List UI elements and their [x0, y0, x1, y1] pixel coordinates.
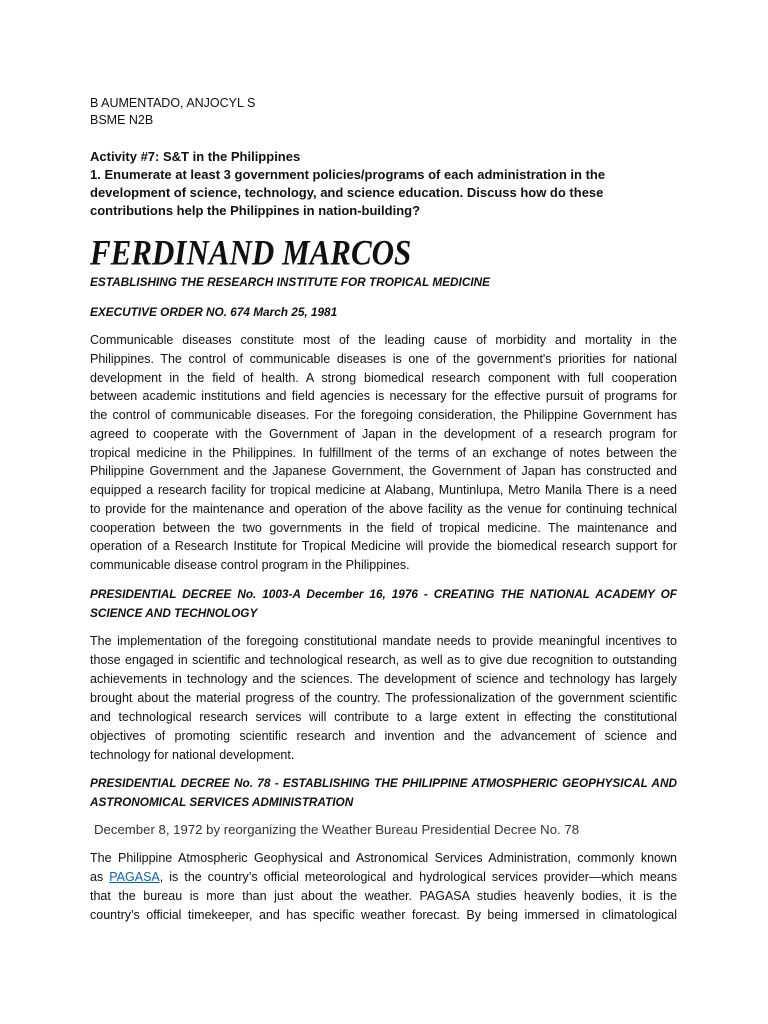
body-line: country’s official timekeeper, and has specific weather forecast. By being immersed in climatological	[90, 907, 677, 922]
body-line: Communicable diseases constitute most of the leading cause of morbidity and mortality in the	[90, 333, 677, 347]
administration-heading: FERDINAND MARCOS	[90, 232, 412, 273]
policy-title	[90, 585, 677, 623]
policy-title	[90, 273, 677, 292]
body-line: and technological research services will contribute to a large extent in effecting the constitutional	[90, 709, 677, 724]
policy-title	[90, 774, 677, 812]
policy-title-line: ESTABLISHING THE RESEARCH INSTITUTE FOR TROPICAL MEDICINE	[90, 275, 491, 289]
body-line: agreed to cooperate with the Government of Japan in the development of a research program for	[90, 426, 677, 441]
policy-title-line: ASTRONOMICAL SERVICES ADMINISTRATION	[90, 794, 354, 809]
student-name: B AUMENTADO, ANJOCYL S	[90, 96, 256, 110]
body-line: equipped a research facility for tropical medicine at Alabang, Muntinlupa, Metro Manila There is a need	[90, 483, 677, 497]
policy-reference: EXECUTIVE ORDER NO. 674 March 25, 1981	[90, 305, 338, 319]
activity-title: Activity #7: S&T in the Philippines	[90, 149, 301, 164]
student-section: BSME N2B	[90, 113, 154, 127]
body-line: Philippine Government and the Japanese Government, the Government of Japan has constructed and	[90, 464, 677, 479]
body-line: those engaged in scientific and technological research, as well as to give due recognition to outstanding	[90, 652, 677, 667]
policy-description	[90, 331, 677, 575]
body-line: tropical medicine in the Philippines. In fulfillment of the terms of an exchange of notes between the	[90, 445, 677, 460]
policy-title-line: PRESIDENTIAL DECREE No. 1003-A December 16, 1976 - CREATING THE NATIONAL ACADEMY OF	[90, 587, 677, 601]
body-line: The implementation of the foregoing constitutional mandate needs to provide meaningful incentives to	[90, 633, 677, 648]
body-line: to provide for the maintenance and operation of the above facility as the venue for continuing technical	[90, 501, 677, 516]
student-info	[90, 95, 677, 129]
activity-prompt	[90, 148, 677, 220]
body-line: that the bureau is more than just about the weather. PAGASA studies heavenly bodies, it is the	[90, 888, 677, 903]
pagasa-link[interactable]: PAGASA	[109, 869, 160, 884]
policy-title-line: SCIENCE AND TECHNOLOGY	[90, 606, 258, 620]
body-line: between academic institutions and field agencies is necessary for the effective pursuit of programs for	[90, 389, 677, 404]
policy-title-line: PRESIDENTIAL DECREE No. 78 - ESTABLISHING THE PHILIPPINE ATMOSPHERIC GEOPHYSICAL AND	[90, 775, 677, 790]
body-text: as	[90, 869, 110, 884]
policy-description	[90, 632, 677, 765]
body-line: brought about the material progress of the country. The professionalization of the government scientific	[90, 690, 677, 705]
body-line: cooperation between the two governments in the field of tropical medicine. The maintenance and	[90, 520, 677, 535]
body-line: communicable disease control program in the Philippines.	[90, 558, 410, 572]
body-line: Philippines. The control of communicable diseases is one of the government's priorities for national	[90, 351, 677, 366]
body-line: objectives of promoting scientific research and invention and the advancement of science and	[90, 728, 677, 743]
policy-date-note: December 8, 1972 by reorganizing the Weather Bureau Presidential Decree No. 78	[94, 822, 580, 837]
question-line: development of science, technology, and science education. Discuss how do these	[90, 185, 604, 200]
question-line: contributions help the Philippines in nation-building?	[90, 203, 421, 218]
body-line: operation of a Research Institute for Tropical Medicine will provide the biomedical research support for	[90, 539, 677, 554]
body-text: , is the country’s official meteorological and hydrological services provider—which means	[159, 869, 677, 884]
body-line: the control of communicable diseases. For the foregoing consideration, the Philippine Government has	[90, 408, 677, 422]
body-line: development in the field of health. A strong biomedical research component with full cooperation	[90, 370, 677, 385]
policy-description	[90, 849, 677, 925]
question-line: 1. Enumerate at least 3 government policies/programs of each administration in the	[90, 167, 606, 182]
body-line: achievements in technology and the sciences. The development of science and technology has largely	[90, 671, 677, 686]
body-line: The Philippine Atmospheric Geophysical and Astronomical Services Administration, commonly known	[90, 850, 677, 865]
body-line	[90, 868, 677, 887]
body-line: technology for national development.	[90, 747, 295, 762]
